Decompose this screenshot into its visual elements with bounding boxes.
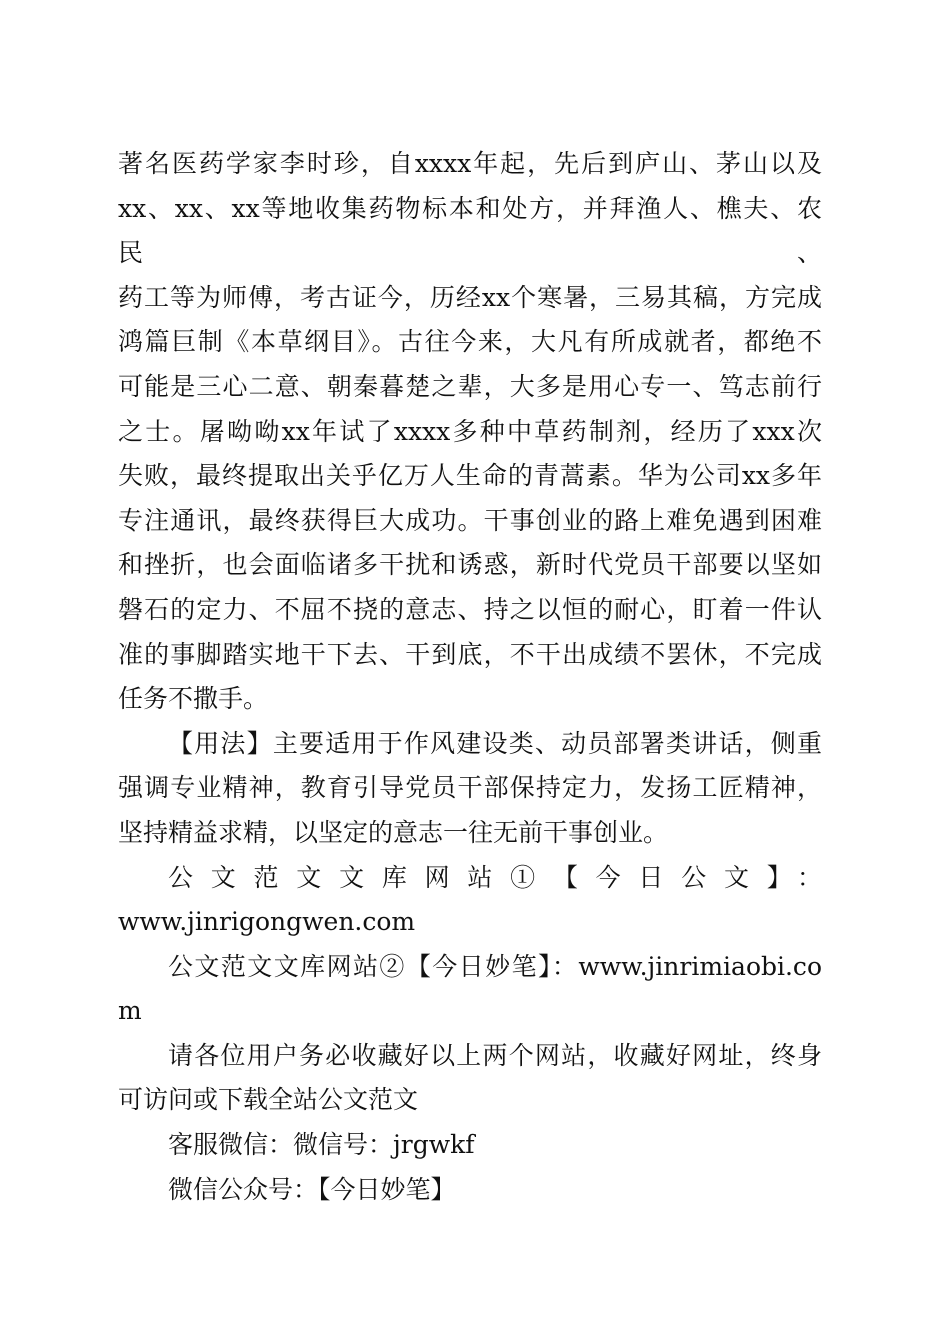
paragraph-wechat-line-1: 客服微信：微信号：jrgwkf bbox=[168, 1130, 475, 1160]
paragraph-usage-line-1: 【用法】主要适用于作风建设类、动员部署类讲话，侧重 bbox=[168, 728, 822, 758]
paragraph-body-line-2: xx、xx、xx等地收集药物标本和处方，并拜渔人、樵夫、农民、 bbox=[118, 193, 822, 268]
paragraph-body-line-10: 磐石的定力、不屈不挠的意志、持之以恒的耐心，盯着一件认 bbox=[118, 594, 822, 624]
paragraph-notice-line-1: 请各位用户务必收藏好以上两个网站，收藏好网址，终身 bbox=[168, 1040, 822, 1070]
paragraph-site1-line-2: www.jinrigongwen.com bbox=[118, 907, 416, 937]
paragraph-body-line-11: 准的事脚踏实地干下去、干到底，不干出成绩不罢休，不完成 bbox=[118, 639, 822, 669]
paragraph-body-line-3: 药工等为师傅，考古证今，历经xx个寒暑，三易其稿，方完成 bbox=[118, 282, 822, 312]
paragraph-body-line-1: 著名医药学家李时珍，自xxxx年起，先后到庐山、茅山以及 bbox=[118, 149, 822, 178]
paragraph-notice-line-2: 可访问或下载全站公文范文 bbox=[118, 1085, 419, 1115]
paragraph-site2-line-1: 公文范文文库网站②【今日妙笔】：www.jinrimiaobi.com bbox=[118, 951, 822, 1026]
paragraph-official-line-1: 微信公众号：【今日妙笔】 bbox=[168, 1174, 456, 1204]
paragraph-body-line-7: 失败，最终提取出关乎亿万人生命的青蒿素。华为公司xx多年 bbox=[118, 461, 822, 491]
paragraph-usage-line-2: 强调专业精神，教育引导党员干部保持定力，发扬工匠精神， bbox=[118, 773, 822, 803]
paragraph-site1-line-1: 公文范文文库网站①【今日公文】： bbox=[168, 862, 822, 892]
document-body bbox=[118, 142, 822, 1212]
paragraph-body-line-9: 和挫折，也会面临诸多干扰和诱惑，新时代党员干部要以坚如 bbox=[118, 550, 822, 580]
document-page bbox=[118, 142, 822, 1212]
paragraph-body-line-5: 可能是三心二意、朝秦暮楚之辈，大多是用心专一、笃志前行 bbox=[118, 371, 822, 401]
paragraph-body-line-12: 任务不撒手。 bbox=[118, 684, 269, 714]
paragraph-body-line-6: 之士。屠呦呦xx年试了xxxx多种中草药制剂，经历了xxx次 bbox=[118, 416, 822, 446]
paragraph-body-line-4: 鸿篇巨制《本草纲目》。古往今来，大凡有所成就者，都绝不 bbox=[118, 327, 822, 357]
paragraph-body-line-8: 专注通讯，最终获得巨大成功。干事创业的路上难免遇到困难 bbox=[118, 505, 822, 535]
paragraph-usage-line-3: 坚持精益求精，以坚定的意志一往无前干事创业。 bbox=[118, 817, 669, 847]
